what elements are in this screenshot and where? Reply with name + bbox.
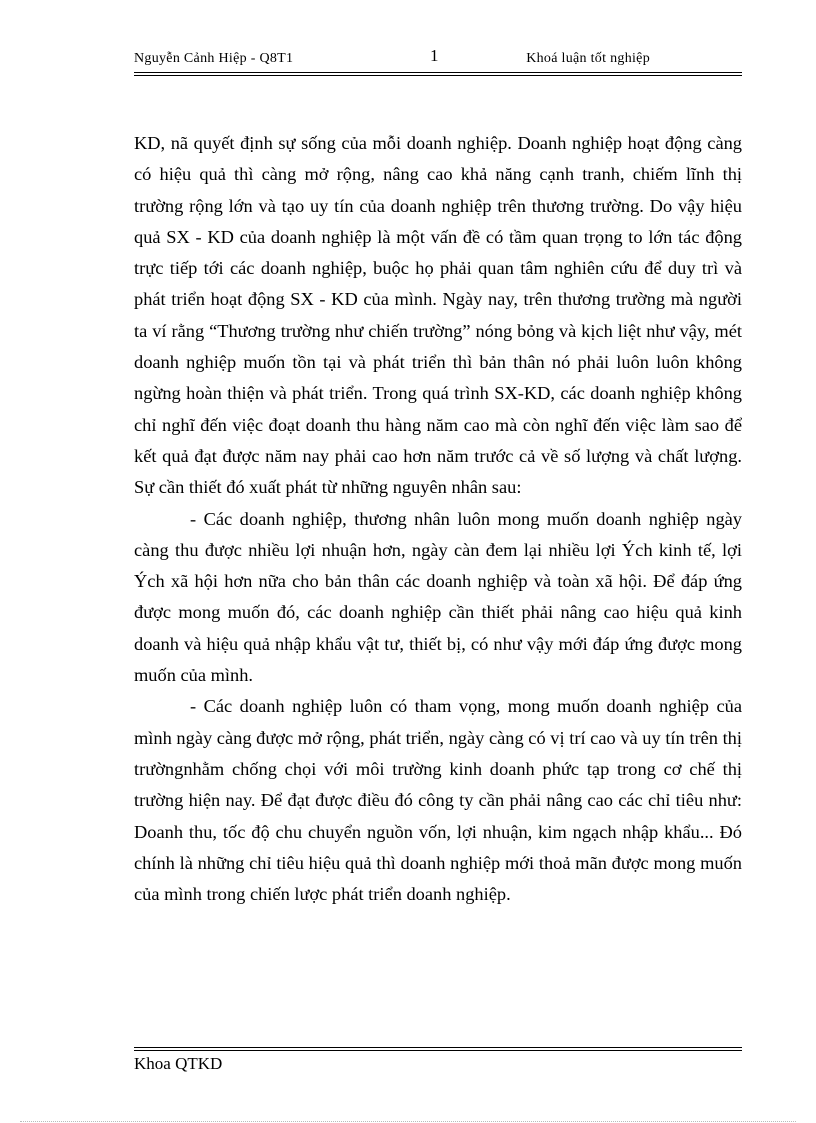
header-rule-double: [134, 75, 742, 76]
page-bottom-border: [20, 1121, 796, 1122]
header-author: Nguyễn Cảnh Hiệp - Q8T1: [134, 51, 294, 66]
paragraph-reason-2: - Các doanh nghiệp luôn có tham vọng, mong muốn doanh nghiệp của mình ngày càng được mở rộng, phát triển, ngày càng có vị trí cao và uy tín trên thị trườngnhằm chống chọi với môi trường kinh doanh phức tạp trong cơ chế thị trường hiện nay. Để đạt được điều đó công ty cần phải nâng cao các chỉ tiêu như: Doanh thu, tốc độ chu chuyển nguồn vốn, lợi nhuận, kim ngạch nhập khẩu... Đó chính là những chỉ tiêu hiệu quả thì doanh nghiệp mới thoả mãn được mong muốn của mình trong chiến lược phát triển doanh nghiệp.: [134, 696, 742, 905]
page-header: [134, 46, 742, 72]
footer-rule-double: [134, 1050, 742, 1051]
header-rule: [134, 72, 742, 73]
page-number: 1: [430, 46, 439, 65]
paragraph-intro: KD, nã quyết định sự sống của mỗi doanh nghiệp. Doanh nghiệp hoạt động càng có hiệu quả thì càng mở rộng, nâng cao khả năng cạnh tranh, chiếm lĩnh thị trường rộng lớn và tạo uy tín của doanh nghiệp trên thương trường. Do vậy hiệu quả SX - KD của doanh nghiệp là một vấn đề có tầm quan trọng to lớn tác động trực tiếp tới các doanh nghiệp, buộc họ phải quan tâm nghiên cứu để duy trì và phát triển hoạt động SX - KD của mình. Ngày nay, trên thương trường mà người ta ví rằng “Thương trường như chiến trường” nóng bỏng và kịch liệt như vậy, mét doanh nghiệp muốn tồn tại và phát triển thì bản thân nó phải luôn luôn không ngừng hoàn thiện và phát triển. Trong quá trình SX-KD, các doanh nghiệp không chỉ nghĩ đến việc đoạt doanh thu hàng năm cao mà còn nghĩ đến việc làm sao để kết quả đạt được năm nay phải cao hơn năm trước cả về số lượng và chất lượng. Sự cần thiết đó xuất phát từ những nguyên nhân sau:: [134, 133, 742, 498]
body-text: [134, 128, 742, 910]
footer-department: Khoa QTKD: [134, 1054, 223, 1073]
header-title: Khoá luận tốt nghiệp: [526, 51, 650, 66]
paragraph-reason-1: - Các doanh nghiệp, thương nhân luôn mong muốn doanh nghiệp ngày càng thu được nhiều lợi nhuận hơn, ngày càn đem lại nhiều lợi Ých kinh tế, lợi Ých xã hội hơn nữa cho bản thân các doanh nghiệp và toàn xã hội. Để đáp ứng được mong muốn đó, các doanh nghiệp cần thiết phải nâng cao hiệu quả kinh doanh và hiệu quả nhập khẩu vật tư, thiết bị, có như vậy mới đáp ứng được mong muốn của mình.: [134, 508, 742, 686]
footer-rule: [134, 1047, 742, 1048]
